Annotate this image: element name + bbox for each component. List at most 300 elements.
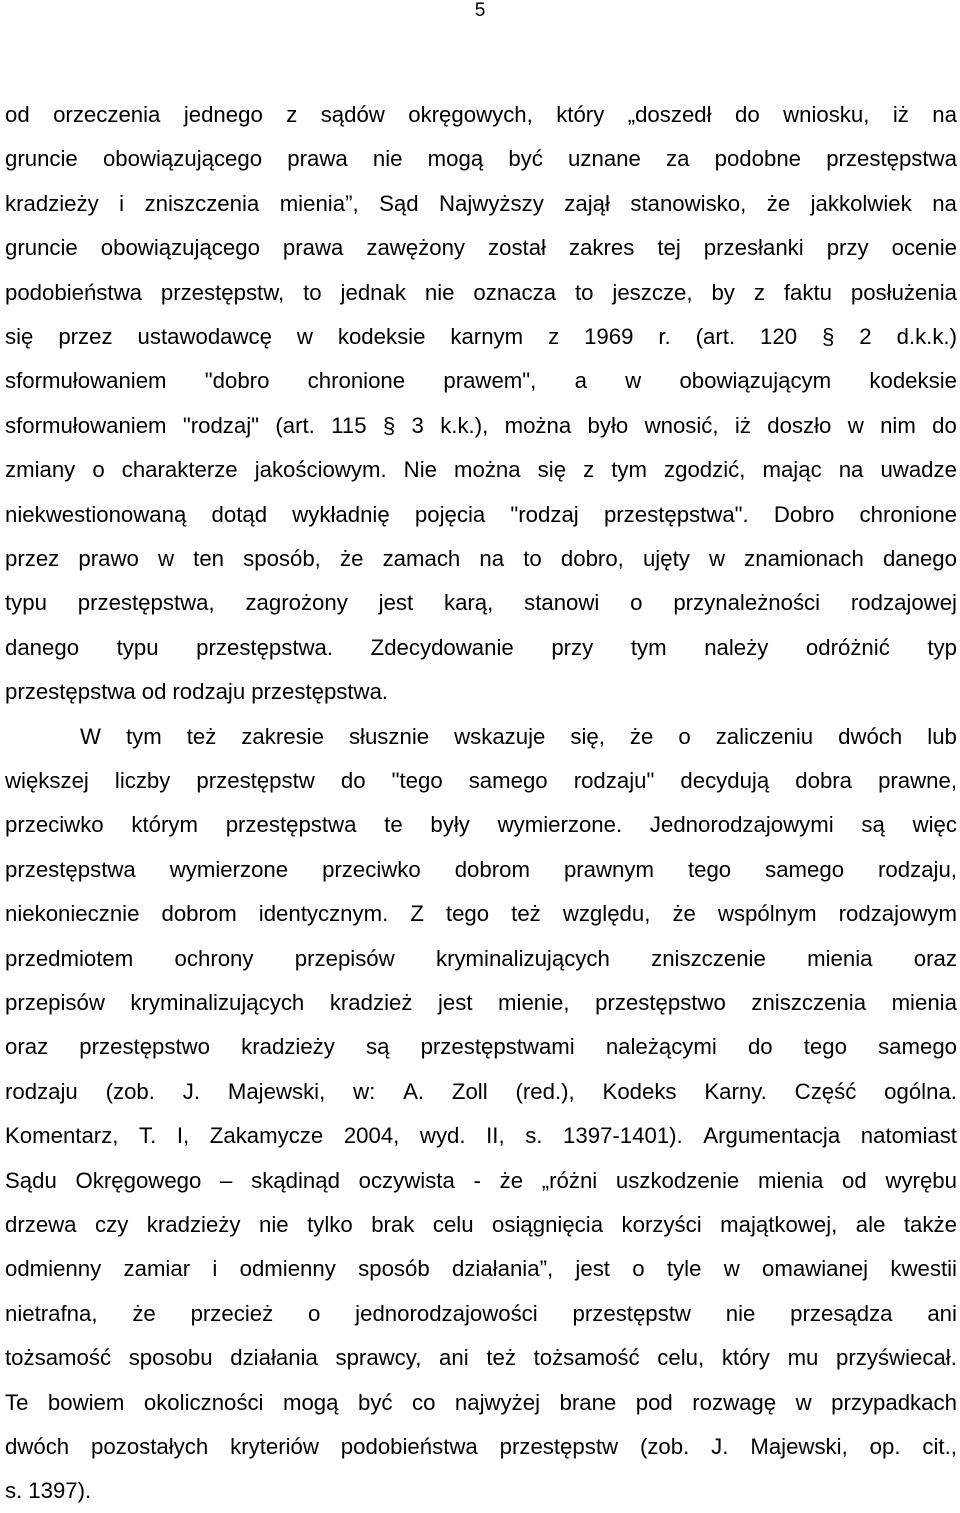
text-word: w [847, 412, 864, 438]
text-line [5, 892, 957, 936]
text-word: stanowisko, [630, 190, 747, 216]
text-word: s. [5, 1478, 23, 1504]
text-word: którym [131, 812, 198, 838]
text-word: wyd. [419, 1123, 466, 1149]
text-word: kradzieży [241, 1034, 335, 1060]
text-word: liczby [114, 768, 171, 793]
text-word: ustawodawcę [137, 324, 272, 349]
text-word: przedmiotem [5, 945, 134, 971]
text-word: Komentarz, [5, 1123, 119, 1149]
text-word: Zdecydowanie [370, 634, 514, 660]
text-word: Nie [403, 457, 437, 483]
text-line [5, 137, 957, 181]
text-word: o [632, 1256, 645, 1282]
text-word: do [340, 768, 366, 793]
text-word: przestępstwa [5, 856, 136, 882]
text-word: tego [687, 856, 732, 882]
text-line [5, 848, 957, 892]
text-word: niekwestionowaną [5, 501, 187, 527]
text-word: rodzaju [5, 1078, 78, 1104]
text-word: typu [5, 590, 47, 616]
text-word: przyświecał. [836, 1345, 957, 1371]
text-word: na [932, 190, 957, 216]
text-line [5, 93, 957, 137]
text-word: przestępstwa, [77, 590, 215, 616]
text-word: zakres [569, 235, 635, 261]
text-word: z [753, 279, 765, 305]
text-line [5, 626, 957, 670]
text-word: przestępstwa. [196, 634, 334, 660]
text-word: obowiązującego [100, 235, 260, 261]
text-word: się [537, 457, 567, 483]
text-word: niekoniecznie [5, 901, 140, 927]
text-word: przestępstw [196, 768, 315, 793]
text-word: z [548, 324, 560, 349]
text-word: pozostałych [91, 1434, 209, 1459]
text-word: uszkodzenie [615, 1167, 740, 1193]
text-word: obowiązującym [679, 368, 832, 394]
text-word: zniszczenia [144, 190, 260, 216]
text-word: że [340, 546, 364, 571]
text-word: też [486, 1345, 516, 1371]
text-word: oraz [5, 1034, 49, 1060]
text-word: podobne [714, 146, 802, 172]
text-word: J. [711, 1434, 729, 1459]
text-word: w [296, 324, 313, 349]
text-word: przecież [190, 1300, 274, 1326]
text-word: "dobro [204, 368, 270, 394]
text-word: r. [658, 324, 671, 349]
text-word: się [5, 324, 34, 349]
text-word: tym [630, 634, 667, 660]
text-word: też [511, 901, 541, 927]
text-word: do [734, 102, 760, 127]
text-word: przepisów [5, 990, 105, 1015]
text-word: uwadze [880, 457, 957, 483]
text-word: są [861, 812, 885, 838]
text-word: obowiązującego [102, 146, 263, 172]
text-word: tym [611, 457, 647, 483]
text-word: ten [193, 546, 224, 571]
text-word: wyrębu [885, 1167, 957, 1193]
text-word: samego [878, 1034, 957, 1060]
text-word: nie [725, 1300, 756, 1326]
text-word: nim [880, 412, 916, 438]
text-word: względu, [562, 901, 651, 927]
text-word: przestępstwami [420, 1034, 575, 1060]
text-word: być [508, 146, 543, 172]
text-word: zajął [564, 190, 610, 216]
text-word: ogólna. [884, 1078, 957, 1104]
text-word: - [473, 1167, 481, 1193]
text-word: odmienny [5, 1256, 102, 1282]
text-word: można [454, 457, 521, 483]
text-word: prawem", [443, 368, 537, 394]
text-word: kradzieży [5, 190, 99, 216]
text-line [5, 271, 957, 315]
text-word: omawianej [762, 1256, 869, 1282]
text-word: kodeksie [869, 368, 957, 394]
text-word: że [132, 1300, 156, 1326]
text-word: ani [439, 1345, 469, 1371]
text-word: "rodzaj" [182, 412, 260, 438]
text-line [5, 759, 957, 803]
text-word: 1397). [28, 1478, 92, 1504]
text-word: (art. [695, 324, 736, 349]
text-word: jakkolwiek [810, 190, 912, 216]
text-word: że [499, 1167, 524, 1193]
text-word: typu [116, 634, 159, 660]
text-word: wymierzone. [497, 812, 623, 838]
text-word: w [723, 1256, 740, 1282]
text-word: gruncie [5, 235, 78, 261]
text-word: i [119, 190, 125, 216]
text-word: danego [5, 634, 80, 660]
text-line [5, 1114, 957, 1158]
text-word: dotąd [211, 501, 268, 527]
text-word: podobieństwa [5, 279, 142, 305]
text-word: Majewski, [227, 1078, 326, 1104]
text-word: od [842, 1167, 867, 1193]
text-word: celu, [657, 1345, 705, 1371]
text-word: tożsamość [5, 1345, 112, 1371]
text-word: były [430, 812, 470, 838]
text-word: się, [570, 723, 605, 749]
text-word: mienie, [498, 990, 570, 1015]
text-word: o [678, 723, 691, 749]
text-word: jest [378, 590, 414, 616]
text-word: Majewski, [750, 1434, 848, 1459]
text-word: bowiem [47, 1389, 125, 1415]
text-word: zniszczenie [651, 945, 766, 971]
text-word: tożsamość [533, 1345, 640, 1371]
text-word: znamionach [744, 546, 864, 571]
text-line [5, 359, 957, 403]
text-word: sprawcy, [335, 1345, 422, 1371]
text-word: przy [826, 235, 869, 261]
text-word: Kodeks [602, 1078, 677, 1104]
text-word: do [932, 412, 957, 438]
text-word: Sądu [5, 1167, 57, 1193]
text-word: z [583, 457, 595, 483]
text-word: „różni [541, 1167, 598, 1193]
text-word: w [708, 546, 726, 571]
text-word: natomiast [860, 1123, 957, 1149]
text-word: kryteriów [230, 1434, 319, 1459]
text-word: że [672, 901, 696, 927]
text-word: (red.), [515, 1078, 575, 1104]
text-word: od [5, 102, 30, 127]
text-word: uznane [568, 146, 641, 172]
text-word: można [504, 412, 572, 438]
text-word: § [822, 324, 835, 349]
text-word: ochrony [174, 945, 254, 971]
text-line [5, 448, 957, 492]
text-word: przestępstwo [79, 1034, 211, 1060]
text-word: doszło [767, 412, 832, 438]
text-word: należy [704, 634, 769, 660]
text-word: kwestii [890, 1256, 957, 1282]
text-line [5, 1336, 957, 1380]
text-word: oznacza [473, 279, 557, 305]
text-word: dobra [795, 768, 853, 793]
text-word: samego [468, 768, 548, 793]
text-line [5, 1469, 957, 1513]
text-word: iż [892, 102, 909, 127]
text-line [5, 670, 957, 714]
text-word: k.k.), [440, 412, 489, 438]
text-word: charakterze [121, 457, 238, 483]
text-word: op. [869, 1434, 901, 1459]
text-word: przeciwko [5, 812, 104, 838]
text-word: II, [486, 1123, 505, 1149]
text-word: mogą [282, 1389, 339, 1415]
text-word: że [766, 190, 791, 216]
text-line [5, 1292, 957, 1336]
text-word: T. [139, 1123, 157, 1149]
text-word: 2004, [343, 1123, 400, 1149]
text-word: w [625, 368, 642, 394]
text-word: od [141, 679, 167, 705]
text-word: W [80, 723, 101, 749]
text-word: zagrożony [245, 590, 348, 616]
text-word: jednak [340, 279, 406, 305]
text-word: A. [403, 1078, 425, 1104]
text-word: Dobro [773, 501, 835, 527]
text-word: być [357, 1389, 393, 1415]
text-word: „doszedł [627, 102, 712, 127]
text-line [5, 1425, 957, 1469]
text-word: należącymi [605, 1034, 717, 1060]
text-word: dobrom [161, 901, 237, 927]
text-word: by [711, 279, 735, 305]
text-word: jeszcze, [612, 279, 693, 305]
text-word: mienia [757, 1167, 824, 1193]
text-word: a [574, 368, 587, 394]
text-word: wspólnym [717, 901, 817, 927]
text-word: Część [794, 1078, 857, 1104]
text-word: kradzieży [146, 1212, 241, 1237]
text-word: orzeczenia [53, 102, 161, 127]
text-word: tego [445, 901, 490, 927]
text-word: i [212, 1256, 218, 1282]
text-line [5, 315, 957, 359]
text-word: Zoll [451, 1078, 488, 1104]
text-word: sposobu [128, 1345, 213, 1371]
text-word: zakresie [241, 723, 324, 749]
text-word: przesądza [790, 1300, 893, 1326]
text-word: typ [927, 634, 957, 660]
text-word: dwóch [5, 1434, 70, 1459]
text-word: tego [803, 1034, 847, 1060]
text-word: najwyżej [454, 1389, 541, 1415]
text-word: wykładnię [292, 501, 390, 527]
text-word: to [574, 279, 594, 305]
text-word: tej [657, 235, 681, 261]
text-word: chronione [307, 368, 406, 394]
text-word: 120 [760, 324, 798, 349]
text-line [5, 937, 957, 981]
text-word: – [220, 1167, 233, 1193]
text-word: który [721, 1345, 770, 1371]
text-word: cit., [922, 1434, 957, 1459]
text-word: Jednorodzajowymi [649, 812, 834, 838]
text-word: podobieństwa [340, 1434, 478, 1459]
text-word: stanowi [524, 590, 600, 616]
text-word: 1397-1401). [563, 1123, 683, 1149]
text-word: nie [424, 279, 455, 305]
text-word: rodzajowej [850, 590, 957, 616]
text-word: za [666, 146, 690, 172]
text-word: rodzaju [172, 679, 246, 705]
text-word: pod [635, 1389, 673, 1415]
text-word: nietrafna, [5, 1300, 98, 1326]
text-word: brak [371, 1212, 415, 1237]
text-word: też [186, 723, 217, 749]
text-word: na [838, 457, 864, 483]
text-line [5, 803, 957, 847]
text-word: Te [5, 1389, 29, 1415]
text-word: przesłanki [703, 235, 804, 261]
text-word: J. [182, 1078, 201, 1104]
text-word: są [366, 1034, 390, 1060]
page-number: 5 [474, 0, 486, 21]
text-word: mienia [891, 990, 957, 1015]
text-word: korzyści [621, 1212, 702, 1237]
text-word: danego [882, 546, 957, 571]
text-word: przestępstwo [595, 990, 726, 1015]
text-word: sposób, [243, 546, 321, 571]
text-word: wnosić, [644, 412, 719, 438]
text-word: przeciwko [322, 856, 421, 882]
text-word: przestępstw, [160, 279, 285, 305]
text-word: rodzaju, [878, 856, 957, 882]
text-word: nie [372, 146, 403, 172]
text-word: majątkowej, [720, 1212, 838, 1237]
text-word: działania”, [451, 1256, 554, 1282]
text-word: zaliczeniu [715, 723, 814, 749]
text-word: ani [927, 1300, 957, 1326]
text-word: "rodzaj [510, 501, 579, 527]
text-word: przestępstw [572, 1300, 691, 1326]
text-word: brane [559, 1389, 617, 1415]
text-line [5, 493, 957, 537]
text-word: posłużenia [850, 279, 957, 305]
text-word: rodzajowym [838, 901, 957, 927]
text-word: mogą [427, 146, 484, 172]
text-word: przestępstw [499, 1434, 619, 1459]
text-word: sądów [320, 102, 385, 127]
text-word: tym [125, 723, 162, 749]
text-word: te [384, 812, 403, 838]
text-line [5, 404, 957, 448]
text-word: 3 [411, 412, 424, 438]
text-word: ale [855, 1212, 886, 1237]
text-word: wymierzone [169, 856, 289, 882]
text-word: sposób [358, 1256, 430, 1282]
text-word: okoliczności [143, 1389, 264, 1415]
text-word: (zob. [639, 1434, 690, 1459]
text-word: 2 [859, 324, 872, 349]
text-word: tylko [307, 1212, 353, 1237]
text-word: prawnym [563, 856, 654, 882]
text-word: "tego [391, 768, 443, 793]
text-word: jednorodzajowości [355, 1300, 538, 1326]
text-word: rozwagę [692, 1389, 777, 1415]
text-word: lub [927, 723, 957, 749]
text-word: wniosku, [783, 102, 870, 127]
text-word: przynależności [673, 590, 821, 616]
text-word: o [92, 457, 105, 483]
text-line [5, 1025, 957, 1069]
text-line [5, 981, 957, 1025]
text-word: czy [95, 1212, 129, 1237]
text-word: tyle [666, 1256, 702, 1282]
text-word: drzewa [5, 1212, 77, 1237]
text-word: prawo [78, 546, 139, 571]
text-line [5, 1247, 957, 1291]
text-word: celu [432, 1212, 474, 1237]
text-word: mu [787, 1345, 819, 1371]
text-word: samego [765, 856, 845, 882]
text-word: Najwyższy [439, 190, 544, 216]
text-word: słusznie [348, 723, 430, 749]
text-word: mienia [807, 945, 873, 971]
text-word: zniszczenia [751, 990, 867, 1015]
text-word: także [903, 1212, 957, 1237]
text-word: zawężony [366, 235, 466, 261]
text-word: kryminalizujących [435, 945, 610, 971]
text-word: wskazuje [454, 723, 546, 749]
text-word: z [286, 102, 298, 127]
text-word: przepisów [294, 945, 395, 971]
text-word: ocenie [891, 235, 957, 261]
text-word: oczywista [358, 1167, 455, 1193]
text-word: sformułowaniem [5, 368, 167, 394]
text-line [5, 1203, 957, 1247]
text-word: (art. [275, 412, 315, 438]
text-word: s. [525, 1123, 543, 1149]
text-word: Okręgowego [75, 1167, 202, 1193]
text-word: było [587, 412, 629, 438]
text-word: iż [734, 412, 751, 438]
text-word: dobrom [454, 856, 530, 882]
text-word: mienia”, [279, 190, 359, 216]
text-word: zamach [382, 546, 461, 571]
text-line [5, 182, 957, 226]
text-word: rodzaju" [573, 768, 655, 793]
text-word: okręgowych, [408, 102, 533, 127]
text-word: większej [5, 768, 89, 793]
text-word: 115 [331, 412, 367, 438]
text-word: kradzież [329, 990, 413, 1015]
text-line [5, 226, 957, 270]
text-word: (zob. [105, 1078, 155, 1104]
text-word: kodeksie [337, 324, 426, 349]
text-word: osiągnięcia [492, 1212, 604, 1237]
text-word: chronione [859, 501, 957, 527]
text-word: na [932, 102, 957, 127]
text-word: przez [5, 546, 60, 571]
text-word: sformułowaniem [5, 412, 167, 438]
text-line [80, 715, 957, 759]
text-word: d.k.k.) [896, 324, 957, 349]
text-word: na [479, 546, 505, 571]
text-word: to [523, 546, 542, 571]
text-word: mając [762, 457, 822, 483]
text-word: Karny. [704, 1078, 767, 1104]
text-word: przestępstwa [826, 146, 957, 172]
